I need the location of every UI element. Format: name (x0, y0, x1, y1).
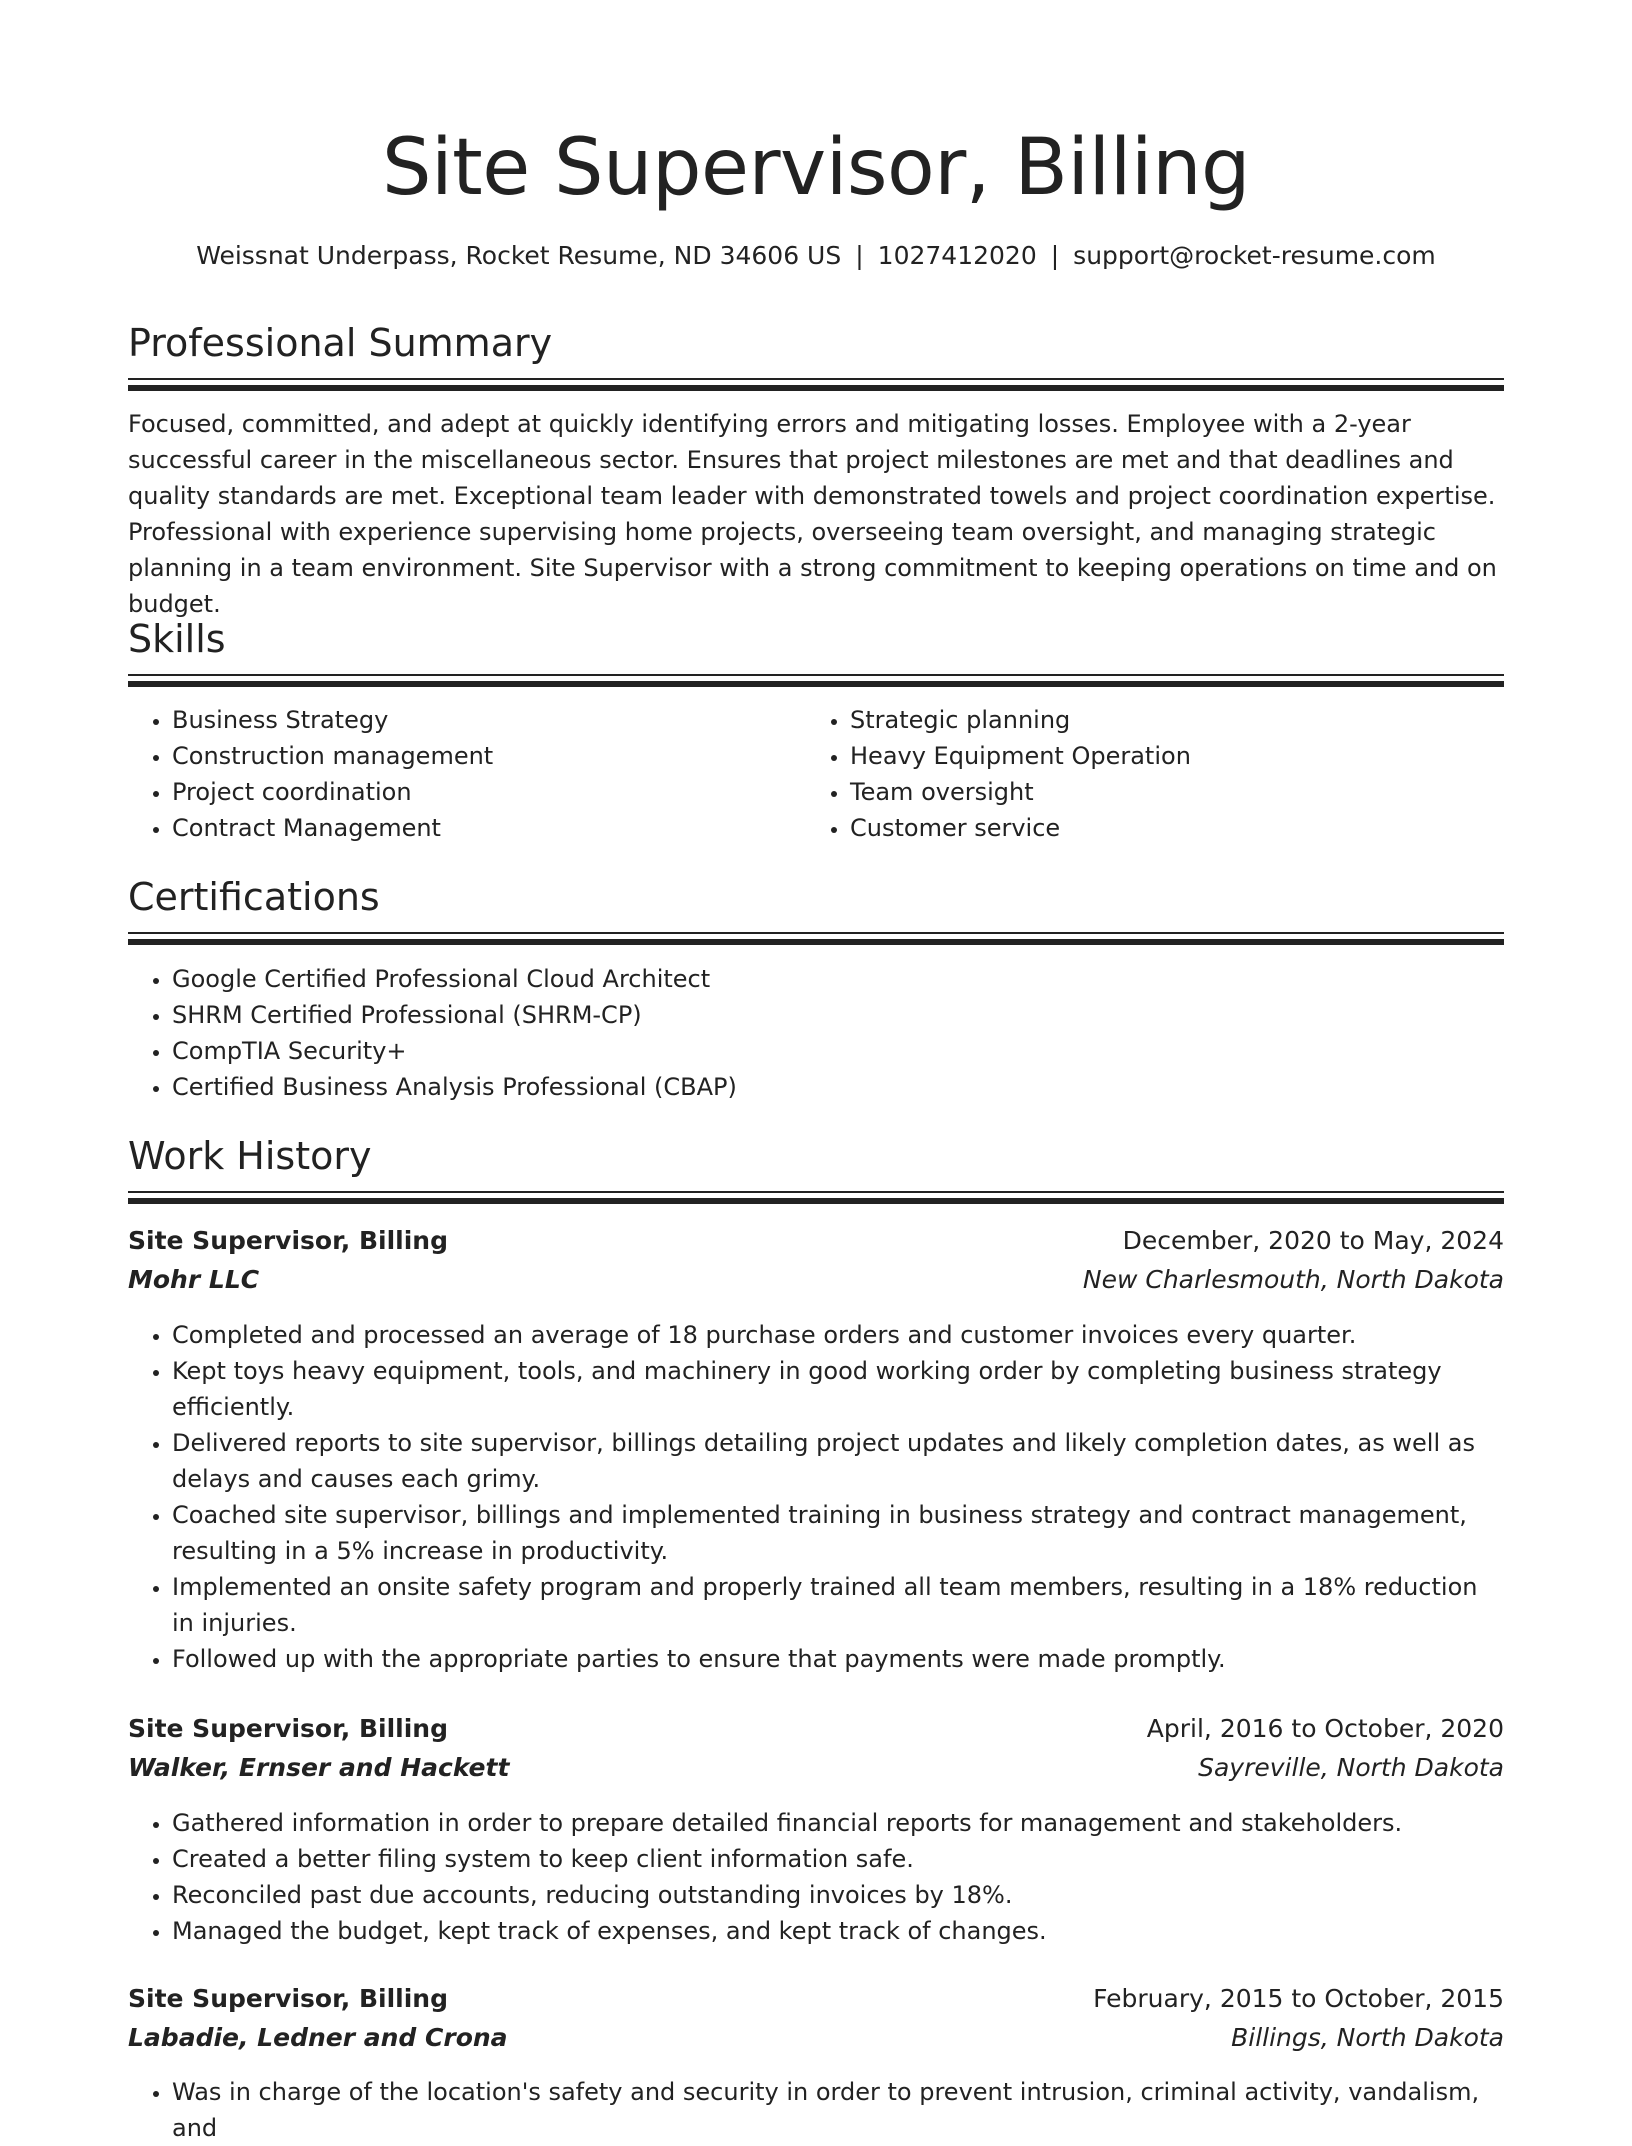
section-divider (128, 932, 1504, 944)
job-bullet: • Implemented an onsite safety program and properly trained all team members, resulting in a 18% reduction in injuries. (172, 1569, 1504, 1641)
certification-item: • CompTIA Security+ (172, 1033, 1504, 1069)
section-divider (128, 674, 1504, 686)
job-bullet: • Gathered information in order to prepare detailed financial reports for management and stakeholders. (172, 1805, 1504, 1841)
job-header (128, 1710, 1504, 1790)
job-title: Site Supervisor, Billing (128, 1714, 448, 1743)
job-location: Sayreville, North Dakota (1198, 1753, 1504, 1782)
job-company: Walker, Ernser and Hackett (128, 1753, 510, 1782)
job-company: Mohr LLC (128, 1265, 260, 1294)
phone: 1027412020 (877, 241, 1037, 270)
skill-item: • Construction management (172, 738, 812, 774)
job-bullet: • Completed and processed an average of 18 purchase orders and customer invoices every quarter. (172, 1317, 1504, 1353)
job-bullet: • Kept toys heavy equipment, tools, and machinery in good working order by completing business strategy efficiently. (172, 1353, 1504, 1425)
skill-item: • Project coordination (172, 774, 812, 810)
email-link[interactable]: support@rocket-resume.com (1073, 241, 1436, 270)
candidate-name: Site Supervisor, Billing (381, 123, 1251, 213)
job-header (128, 1222, 1504, 1302)
skill-item: • Heavy Equipment Operation (850, 738, 1490, 774)
job-bullet: • Delivered reports to site supervisor, billings detailing project updates and likely completion dates, as well as delays and causes each grimy. (172, 1425, 1504, 1497)
job-bullets (128, 1805, 1504, 1949)
job-title: Site Supervisor, Billing (128, 1226, 448, 1255)
contact-line (128, 238, 1504, 274)
skills-list-right (806, 702, 1490, 846)
certifications-list (128, 961, 1504, 1105)
contact-separator: | (855, 241, 864, 270)
job-bullet: • Managed the budget, kept track of expenses, and kept track of changes. (172, 1913, 1504, 1949)
job-location: Billings, North Dakota (1231, 2023, 1504, 2052)
skill-item: • Team oversight (850, 774, 1490, 810)
skill-item: • Customer service (850, 810, 1490, 846)
job-header (128, 1980, 1504, 2060)
job-bullet: • Created a better filing system to keep client information safe. (172, 1841, 1504, 1877)
skill-item: • Business Strategy (172, 702, 812, 738)
section-divider (128, 378, 1504, 390)
skills-list-left (128, 702, 812, 846)
certification-item: • Certified Business Analysis Professional (CBAP) (172, 1069, 1504, 1105)
job-bullets (128, 1317, 1504, 1677)
address: Weissnat Underpass, Rocket Resume, ND 34606 US (196, 241, 842, 270)
section-title-skills: Skills (128, 617, 226, 661)
job-dates: February, 2015 to October, 2015 (1093, 1984, 1504, 2013)
contact-separator: | (1050, 241, 1060, 270)
skill-item: • Strategic planning (850, 702, 1490, 738)
job-bullet: • Followed up with the appropriate parties to ensure that payments were made promptly. (172, 1641, 1504, 1677)
job-location: New Charlesmouth, North Dakota (1082, 1265, 1504, 1294)
section-title-summary: Professional Summary (128, 321, 553, 365)
skill-item: • Contract Management (172, 810, 812, 846)
section-title-certifications: Certifications (128, 875, 380, 919)
certification-item: • Google Certified Professional Cloud Architect (172, 961, 1504, 997)
section-title-work-history: Work History (128, 1134, 372, 1178)
job-title: Site Supervisor, Billing (128, 1984, 448, 2013)
section-divider (128, 1191, 1504, 1203)
summary-text: Focused, committed, and adept at quickly identifying errors and mitigating losses. Employee with a 2-year successful career in the miscellaneous sector. Ensures that project milestones are met and that deadlines and quality standards are met. Exceptional team leader with demonstrated towels and project coordination expertise. Professional with experience supervising home projects, overseeing team oversight, and managing strategic planning in a team environment. Site Supervisor with a strong commitment to keeping operations on time and on budget. (128, 410, 1497, 618)
job-bullet: • Was in charge of the location's safety and security in order to prevent intrusion, criminal activity, vandalism, and (172, 2074, 1504, 2146)
certification-item: • SHRM Certified Professional (SHRM-CP) (172, 997, 1504, 1033)
job-company: Labadie, Ledner and Crona (128, 2023, 508, 2052)
job-bullets (128, 2074, 1504, 2146)
job-bullet: • Coached site supervisor, billings and implemented training in business strategy and contract management, resulting in a 5% increase in productivity. (172, 1497, 1504, 1569)
job-dates: April, 2016 to October, 2020 (1146, 1714, 1504, 1743)
job-dates: December, 2020 to May, 2024 (1122, 1226, 1504, 1255)
job-bullet: • Reconciled past due accounts, reducing outstanding invoices by 18%. (172, 1877, 1504, 1913)
